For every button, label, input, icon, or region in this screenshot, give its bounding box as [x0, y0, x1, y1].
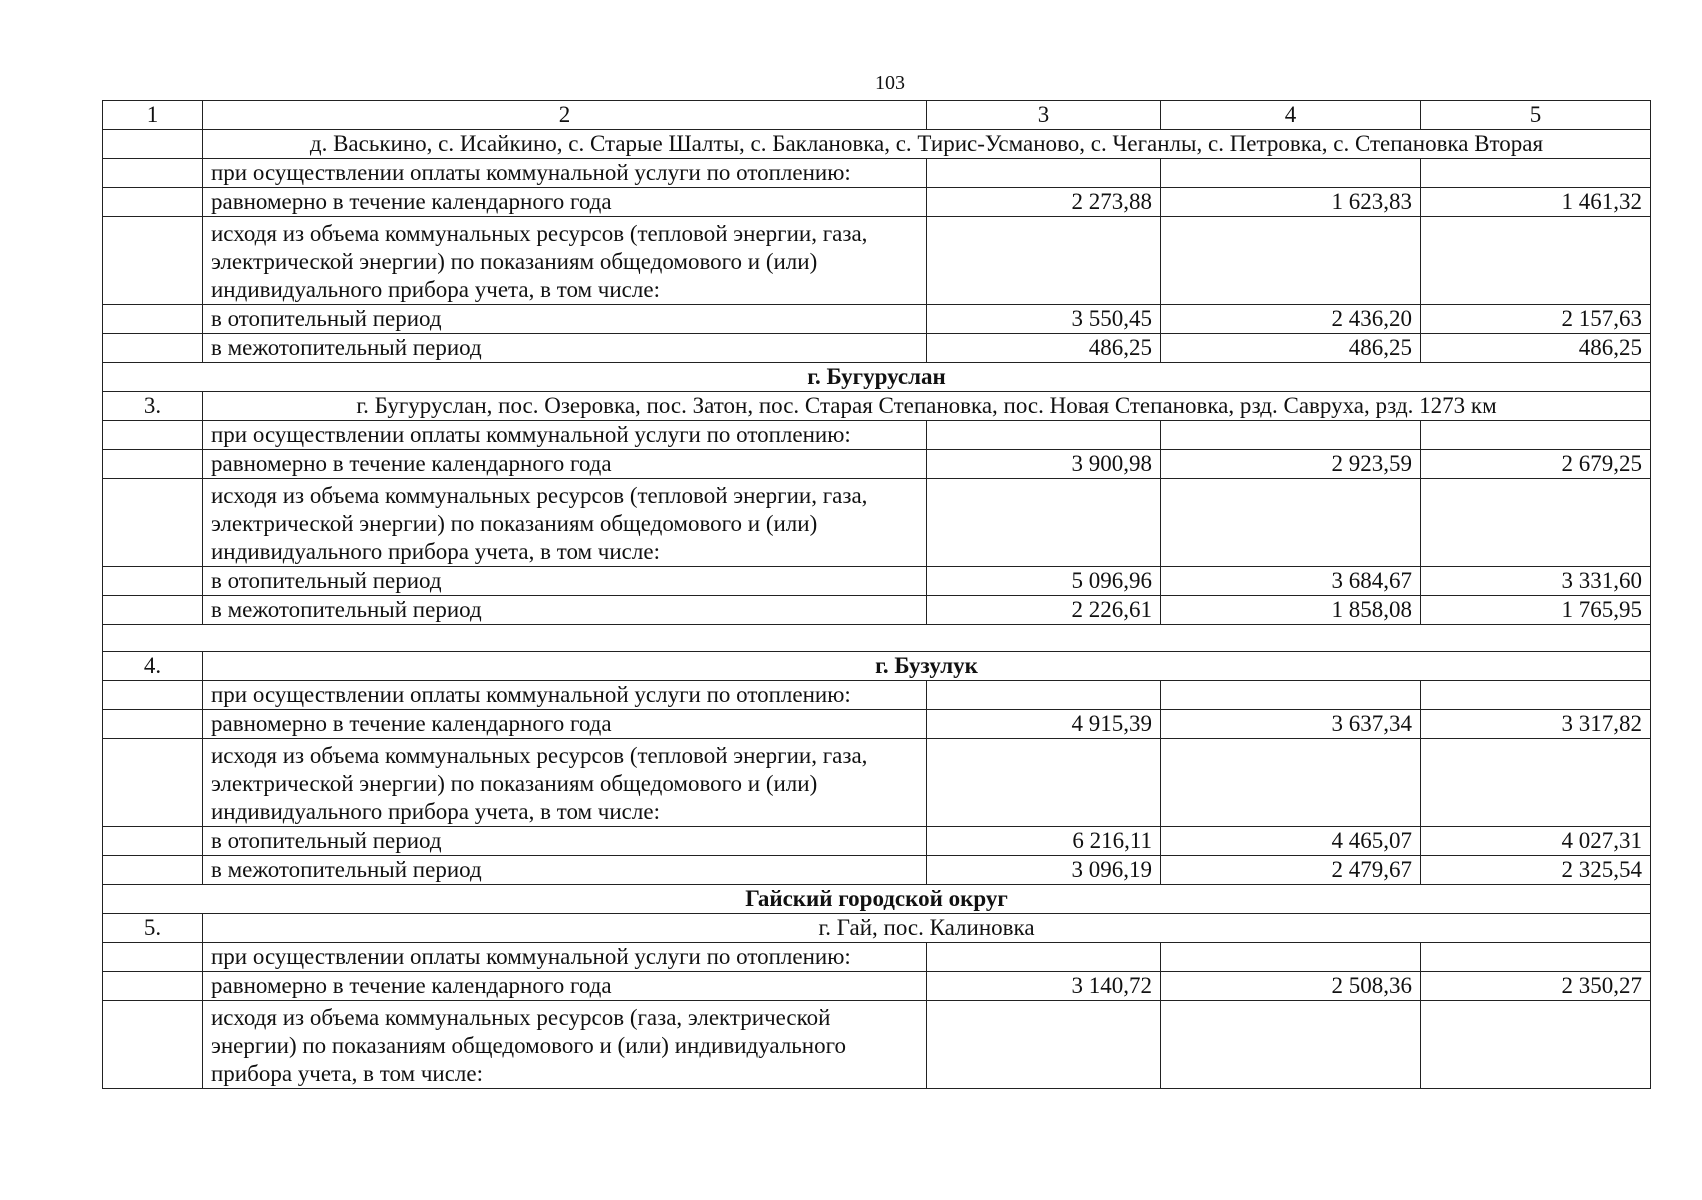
row-index-cell	[103, 450, 203, 479]
value-cell	[927, 479, 1161, 567]
area-title: д. Васькино, с. Исайкино, с. Старые Шалты, с. Баклановка, с. Тирис-Усманово, с. Чеганлы, с. Петровка, с. Степановка Вторая	[203, 130, 1651, 159]
value-cell: 3 900,98	[927, 450, 1161, 479]
table-row	[103, 217, 1651, 305]
column-number: 2	[203, 101, 927, 130]
page-number: 103	[875, 72, 905, 94]
value-cell: 1 858,08	[1161, 596, 1421, 625]
table-row	[103, 567, 1651, 596]
section-title: Гайский городской округ	[103, 885, 1651, 914]
section-title: г. Бугуруслан	[103, 363, 1651, 392]
value-cell	[927, 421, 1161, 450]
area-row	[103, 914, 1651, 943]
row-label: в отопительный период	[203, 827, 927, 856]
row-label: в межотопительный период	[203, 334, 927, 363]
value-cell: 2 157,63	[1421, 305, 1651, 334]
value-cell	[1161, 479, 1421, 567]
value-cell: 1 461,32	[1421, 188, 1651, 217]
row-index: 4.	[103, 652, 203, 681]
row-index-cell	[103, 739, 203, 827]
row-label: при осуществлении оплаты коммунальной услуги по отоплению:	[203, 421, 927, 450]
row-label: при осуществлении оплаты коммунальной услуги по отоплению:	[203, 943, 927, 972]
value-cell: 486,25	[1421, 334, 1651, 363]
table-row	[103, 479, 1651, 567]
value-cell: 4 027,31	[1421, 827, 1651, 856]
section-row	[103, 363, 1651, 392]
value-cell: 2 923,59	[1161, 450, 1421, 479]
value-cell: 2 325,54	[1421, 856, 1651, 885]
row-index-cell	[103, 334, 203, 363]
row-index-cell	[103, 827, 203, 856]
value-cell: 2 679,25	[1421, 450, 1651, 479]
value-cell: 4 465,07	[1161, 827, 1421, 856]
value-cell: 486,25	[927, 334, 1161, 363]
table-row	[103, 681, 1651, 710]
value-cell: 3 684,67	[1161, 567, 1421, 596]
tariff-table	[102, 100, 1651, 1089]
row-index-cell	[103, 1001, 203, 1089]
row-label: при осуществлении оплаты коммунальной услуги по отоплению:	[203, 159, 927, 188]
column-number: 1	[103, 101, 203, 130]
row-label: в отопительный период	[203, 567, 927, 596]
value-cell: 486,25	[1161, 334, 1421, 363]
section-row	[103, 885, 1651, 914]
value-cell: 2 273,88	[927, 188, 1161, 217]
tariff-table-body	[103, 101, 1651, 1089]
row-index-cell	[103, 305, 203, 334]
value-cell	[1421, 739, 1651, 827]
column-number-row	[103, 101, 1651, 130]
table-row	[103, 188, 1651, 217]
row-index-cell	[103, 188, 203, 217]
table-row	[103, 159, 1651, 188]
row-label: исходя из объема коммунальных ресурсов (тепловой энергии, газа, электрической энергии) по показаниям общедомового и (или) индивидуального прибора учета, в том числе:	[203, 217, 927, 305]
row-label: исходя из объема коммунальных ресурсов (газа, электрической энергии) по показаниям общедомового и (или) индивидуального прибора учета, в том числе:	[203, 1001, 927, 1089]
value-cell	[1161, 421, 1421, 450]
table-row	[103, 421, 1651, 450]
blank-cell	[103, 625, 1651, 652]
value-cell: 4 915,39	[927, 710, 1161, 739]
value-cell	[1421, 1001, 1651, 1089]
table-row	[103, 450, 1651, 479]
value-cell: 3 096,19	[927, 856, 1161, 885]
table-row	[103, 305, 1651, 334]
row-index-cell	[103, 421, 203, 450]
blank-row	[103, 625, 1651, 652]
table-row	[103, 943, 1651, 972]
table-row	[103, 1001, 1651, 1089]
value-cell: 2 226,61	[927, 596, 1161, 625]
value-cell: 3 637,34	[1161, 710, 1421, 739]
row-index-cell	[103, 479, 203, 567]
area-title: г. Бугуруслан, пос. Озеровка, пос. Затон, пос. Старая Степановка, пос. Новая Степановка, рзд. Савруха, рзд. 1273 км	[203, 392, 1651, 421]
value-cell	[1421, 217, 1651, 305]
value-cell	[1421, 479, 1651, 567]
value-cell	[927, 159, 1161, 188]
row-index: 3.	[103, 392, 203, 421]
value-cell: 2 508,36	[1161, 972, 1421, 1001]
table-row	[103, 972, 1651, 1001]
column-number: 4	[1161, 101, 1421, 130]
area-row	[103, 392, 1651, 421]
value-cell: 3 317,82	[1421, 710, 1651, 739]
row-index-cell	[103, 972, 203, 1001]
value-cell	[927, 943, 1161, 972]
area-title: г. Гай, пос. Калиновка	[203, 914, 1651, 943]
value-cell	[1421, 681, 1651, 710]
value-cell	[927, 681, 1161, 710]
value-cell: 5 096,96	[927, 567, 1161, 596]
column-number: 5	[1421, 101, 1651, 130]
row-index: 5.	[103, 914, 203, 943]
row-label: исходя из объема коммунальных ресурсов (тепловой энергии, газа, электрической энергии) по показаниям общедомового и (или) индивидуального прибора учета, в том числе:	[203, 739, 927, 827]
area-row	[103, 130, 1651, 159]
row-index-cell	[103, 596, 203, 625]
table-row	[103, 334, 1651, 363]
value-cell	[927, 1001, 1161, 1089]
row-label: в межотопительный период	[203, 596, 927, 625]
row-index-cell	[103, 567, 203, 596]
value-cell	[1161, 217, 1421, 305]
value-cell	[927, 217, 1161, 305]
area-title: г. Бузулук	[203, 652, 1651, 681]
value-cell: 3 331,60	[1421, 567, 1651, 596]
value-cell	[1161, 1001, 1421, 1089]
row-label: в отопительный период	[203, 305, 927, 334]
row-label: равномерно в течение календарного года	[203, 188, 927, 217]
value-cell: 2 479,67	[1161, 856, 1421, 885]
value-cell: 1 765,95	[1421, 596, 1651, 625]
value-cell	[1421, 421, 1651, 450]
value-cell	[1161, 739, 1421, 827]
table-row	[103, 856, 1651, 885]
value-cell	[1421, 159, 1651, 188]
table-row	[103, 710, 1651, 739]
table-row	[103, 739, 1651, 827]
table-row	[103, 827, 1651, 856]
value-cell: 1 623,83	[1161, 188, 1421, 217]
value-cell	[1161, 681, 1421, 710]
value-cell	[1161, 943, 1421, 972]
value-cell	[1161, 159, 1421, 188]
value-cell: 3 140,72	[927, 972, 1161, 1001]
row-index-cell	[103, 710, 203, 739]
row-label: при осуществлении оплаты коммунальной услуги по отоплению:	[203, 681, 927, 710]
row-index-cell	[103, 681, 203, 710]
value-cell: 6 216,11	[927, 827, 1161, 856]
row-label: равномерно в течение календарного года	[203, 450, 927, 479]
row-index-cell	[103, 159, 203, 188]
row-index-cell	[103, 856, 203, 885]
value-cell: 3 550,45	[927, 305, 1161, 334]
column-number: 3	[927, 101, 1161, 130]
value-cell	[1421, 943, 1651, 972]
value-cell	[927, 739, 1161, 827]
value-cell: 2 350,27	[1421, 972, 1651, 1001]
row-label: в межотопительный период	[203, 856, 927, 885]
row-index-cell	[103, 217, 203, 305]
row-label: исходя из объема коммунальных ресурсов (тепловой энергии, газа, электрической энергии) по показаниям общедомового и (или) индивидуального прибора учета, в том числе:	[203, 479, 927, 567]
row-label: равномерно в течение календарного года	[203, 972, 927, 1001]
row-index	[103, 130, 203, 159]
table-row	[103, 596, 1651, 625]
area-row	[103, 652, 1651, 681]
row-label: равномерно в течение календарного года	[203, 710, 927, 739]
row-index-cell	[103, 943, 203, 972]
value-cell: 2 436,20	[1161, 305, 1421, 334]
